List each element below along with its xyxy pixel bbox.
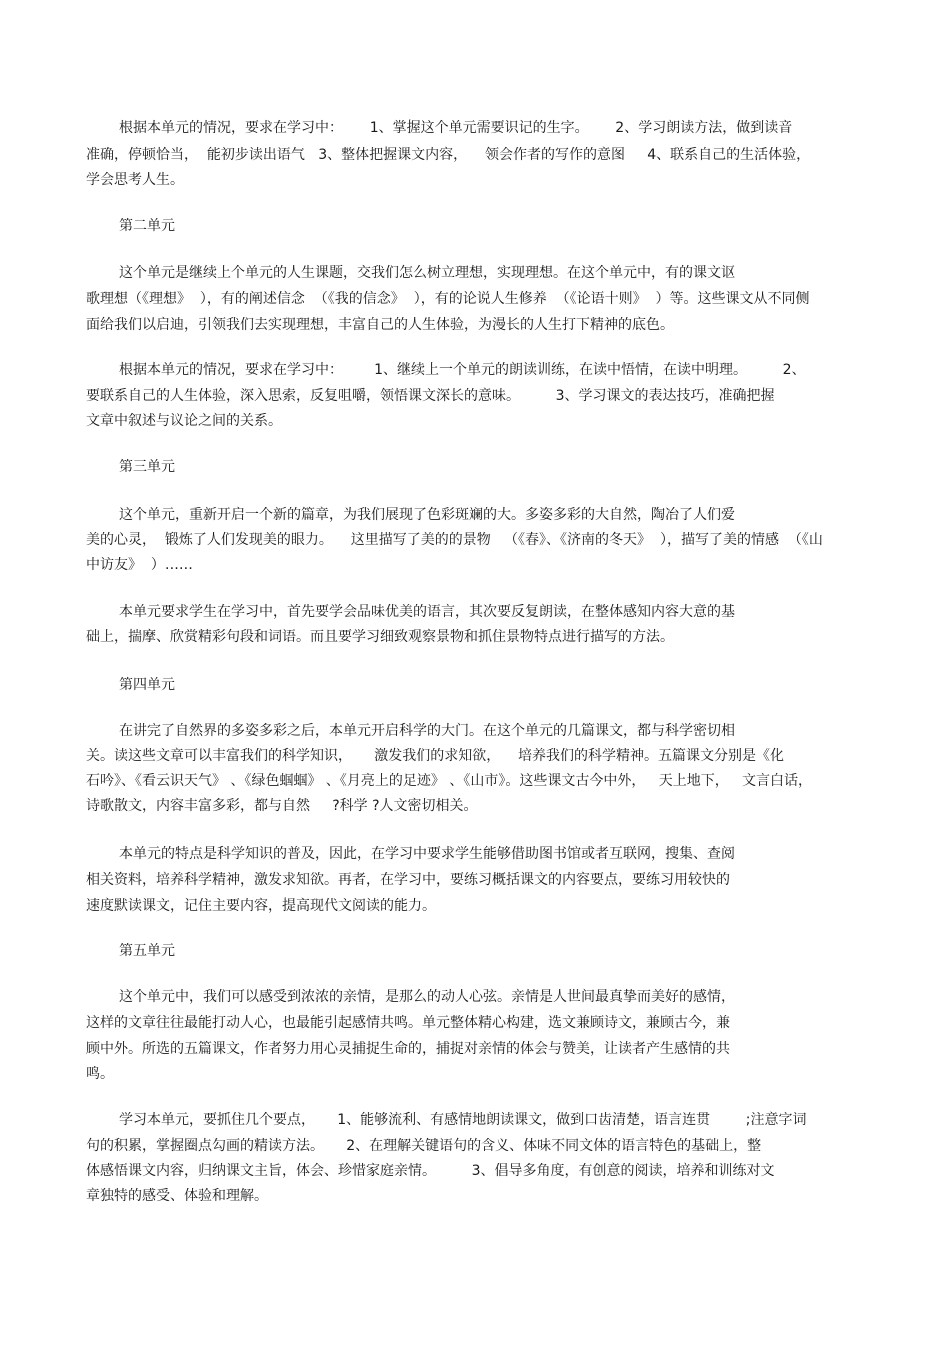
paragraph-2-line-3: 面给我们以启迪，引领我们去实现理想，丰富自己的人生体验，为漫长的人生打下精神的底色。: [86, 317, 674, 333]
paragraph-4-line-3: 中访友》 ）……: [86, 557, 193, 573]
paragraph-2-line-2: 歌理想（《理想》 ），有的阐述信念 （《我的信念》 ），有的论说人生修养 （《论语十则》 ）等。这些课文从不同侧: [86, 291, 810, 307]
paragraph-9-line-2: 句的积累，掌握圈点勾画的精读方法。 2、在理解关键语句的含义、体味不同文体的语言特色的基础上，整: [86, 1138, 762, 1154]
paragraph-3-line-1: 根据本单元的情况，要求在学习中： 1、继续上一个单元的朗读训练，在读中悟情，在读中明理。 2、: [119, 362, 806, 378]
paragraph-6-line-2: 关。读这些文章可以丰富我们的科学知识， 激发我们的求知欲， 培养我们的科学精神。五篇课文分别是《化: [86, 748, 785, 764]
paragraph-6-line-4: 诗歌散文，内容丰富多彩，都与自然 ?科学 ?人文密切相关。: [86, 798, 478, 814]
section-heading-unit-2: 第二单元: [119, 218, 175, 234]
paragraph-3-line-2: 要联系自己的人生体验，深入思索，反复咀嚼，领悟课文深长的意味。 3、学习课文的表达技巧，准确把握: [86, 388, 775, 404]
paragraph-6-line-3: 石吟》、《看云识天气》 、《绿色蝈蝈》 、《月亮上的足迹》 、《山市》。这些课文古今中外， 天上地下， 文言白话，: [86, 773, 813, 789]
paragraph-8-line-4: 鸣。: [86, 1066, 114, 1082]
paragraph-2-line-1: 这个单元是继续上个单元的人生课题，交我们怎么树立理想，实现理想。在这个单元中，有的课文讴: [119, 265, 735, 281]
paragraph-5-line-1: 本单元要求学生在学习中，首先要学会品味优美的语言，其次要反复朗读，在整体感知内容大意的基: [119, 604, 735, 620]
section-heading-unit-3: 第三单元: [119, 459, 175, 475]
paragraph-4-line-1: 这个单元，重新开启一个新的篇章，为我们展现了色彩斑斓的大。多姿多彩的大自然，陶冶了人们爱: [119, 507, 735, 523]
paragraph-1-line-1: 根据本单元的情况，要求在学习中： 1、掌握这个单元需要识记的生字。 2、学习朗读方法，做到读音: [119, 120, 793, 136]
paragraph-8-line-1: 这个单元中，我们可以感受到浓浓的亲情，是那么的动人心弦。亲情是人世间最真挚而美好的感情，: [119, 989, 735, 1005]
paragraph-5-line-2: 础上，揣摩、欣赏精彩句段和词语。而且要学习细致观察景物和抓住景物特点进行描写的方法。: [86, 629, 674, 645]
paragraph-4-line-2: 美的心灵， 锻炼了人们发现美的眼力。 这里描写了美的的景物 （《春》、《济南的冬天》 ），描写了美的情感 （《山: [86, 532, 823, 548]
paragraph-7-line-3: 速度默读课文，记住主要内容，提高现代文阅读的能力。: [86, 898, 436, 914]
paragraph-7-line-1: 本单元的特点是科学知识的普及，因此，在学习中要求学生能够借助图书馆或者互联网，搜集、查阅: [119, 846, 735, 862]
section-heading-unit-5: 第五单元: [119, 943, 175, 959]
paragraph-9-line-1: 学习本单元，要抓住几个要点， 1、能够流利、有感情地朗读课文，做到口齿清楚，语言连贯 ;注意字词: [119, 1112, 807, 1128]
paragraph-9-line-3: 体感悟课文内容，归纳课文主旨，体会、珍惜家庭亲情。 3、倡导多角度，有创意的阅读，培养和训练对文: [86, 1163, 775, 1179]
section-heading-unit-4: 第四单元: [119, 677, 175, 693]
paragraph-1-line-3: 学会思考人生。: [86, 172, 184, 188]
paragraph-6-line-1: 在讲完了自然界的多姿多彩之后，本单元开启科学的大门。在这个单元的几篇课文，都与科学密切相: [119, 723, 735, 739]
paragraph-9-line-4: 章独特的感受、体验和理解。: [86, 1188, 268, 1204]
paragraph-3-line-3: 文章中叙述与议论之间的关系。: [86, 413, 282, 429]
paragraph-8-line-3: 顾中外。所选的五篇课文，作者努力用心灵捕捉生命的，捕捉对亲情的体会与赞美，让读者产生感情的共: [86, 1041, 730, 1057]
paragraph-7-line-2: 相关资料，培养科学精神，激发求知欲。再者，在学习中，要练习概括课文的内容要点，要练习用较快的: [86, 872, 730, 888]
paragraph-8-line-2: 这样的文章往往最能打动人心，也最能引起感情共鸣。单元整体精心构建，选文兼顾诗文，兼顾古今，兼: [86, 1015, 730, 1031]
paragraph-1-line-2: 准确，停顿恰当， 能初步读出语气 3、整体把握课文内容， 领会作者的写作的意图 4、联系自己的生活体验，: [86, 147, 811, 163]
